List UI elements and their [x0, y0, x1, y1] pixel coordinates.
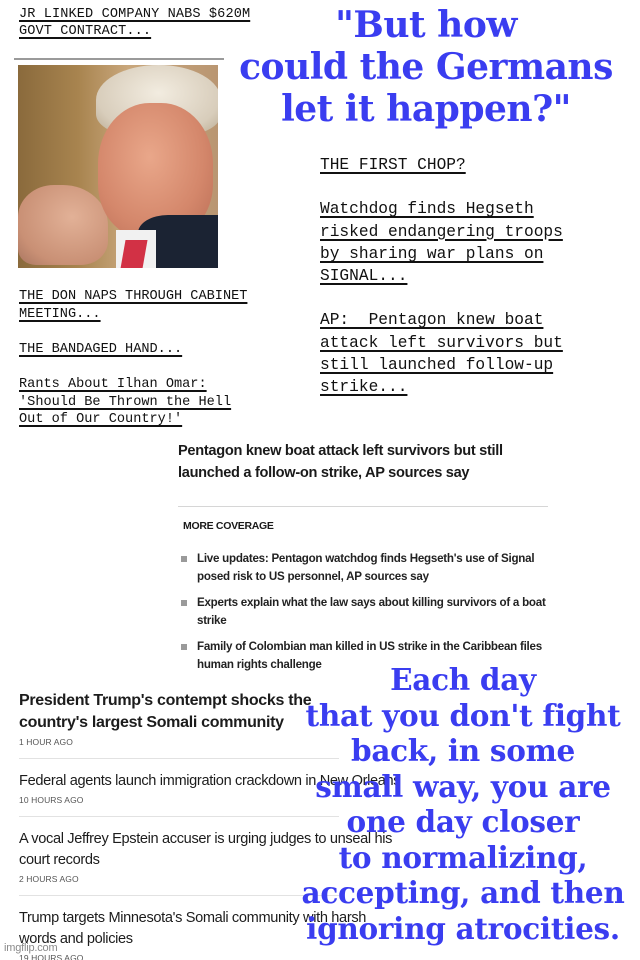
news-title-line: court records [19, 852, 100, 868]
headline-line: Out of Our Country!' [19, 412, 183, 428]
coverage-link-line: human rights challenge [197, 657, 322, 671]
quote-top-line: could the Germans [239, 46, 613, 88]
news-title-line: words and policies [19, 931, 133, 947]
headline-ilhan-omar[interactable] [19, 376, 304, 429]
news-timestamp: 2 HOURS AGO [19, 874, 79, 884]
quote-bottom-line: that you don't fight [305, 697, 621, 733]
headline-bandaged-hand[interactable] [19, 341, 304, 359]
quote-bottom-line: ignoring atrocities. [306, 910, 620, 946]
top-headline-line-1: JR LINKED COMPANY NABS $620M [19, 7, 251, 22]
news-title-line: Federal agents launch immigration crackdown in New Orleans [19, 773, 401, 789]
ap-article-title[interactable] [178, 440, 550, 484]
divider [19, 895, 339, 896]
square-bullet-icon [181, 556, 187, 562]
coverage-link-line: Experts explain what the law says about killing survivors of a boat [197, 596, 546, 609]
headline-line: attack left survivors but [320, 333, 563, 352]
news-title-line: President Trump's contempt shocks the [19, 692, 312, 709]
headline-line: MEETING... [19, 306, 101, 322]
quote-bottom-line: small way, you are [315, 768, 611, 804]
quote-top [212, 4, 640, 130]
coverage-link-line: strike [197, 613, 227, 627]
square-bullet-icon [181, 600, 187, 606]
headline-line: Rants About Ilhan Omar: [19, 376, 207, 392]
news-title-line: country's largest Somali community [19, 714, 284, 731]
ap-article [178, 440, 550, 671]
coverage-link-line: posed risk to US personnel, AP sources say [197, 569, 429, 583]
quote-top-line: "But how [335, 4, 517, 46]
coverage-link-line: Live updates: Pentagon watchdog finds Hegseth's use of Signal [197, 552, 535, 565]
quote-bottom [292, 662, 634, 946]
square-bullet-icon [181, 644, 187, 650]
divider [178, 506, 548, 507]
headline-line: SIGNAL... [320, 267, 408, 286]
news-timestamp: 10 HOURS AGO [19, 795, 84, 805]
headline-line: THE DON NAPS THROUGH CABINET [19, 289, 248, 304]
ap-title-line: launched a follow-on strike, AP sources say [178, 465, 470, 481]
divider [19, 758, 339, 759]
quote-top-line: let it happen?" [281, 88, 571, 130]
quote-bottom-line: to normalizing, [338, 839, 588, 875]
divider [19, 816, 339, 817]
quote-bottom-line: accepting, and then [301, 875, 625, 910]
coverage-link[interactable] [178, 550, 550, 585]
divider [14, 58, 224, 60]
news-timestamp: 19 HOURS AGO [19, 953, 84, 960]
headline-line: Watchdog finds Hegseth [320, 200, 534, 219]
headline-ap-boat-strike[interactable] [320, 309, 630, 398]
news-title-line: Trump targets Minnesota's Somali community with harsh [19, 910, 367, 926]
headline-line: strike... [320, 378, 408, 397]
news-timestamp: 1 HOUR AGO [19, 737, 73, 747]
headline-hegseth-signal[interactable] [320, 198, 630, 287]
headline-first-chop[interactable] [320, 154, 630, 176]
headline-line: THE BANDAGED HAND... [19, 341, 183, 357]
headline-line: AP: Pentagon knew boat [320, 311, 544, 330]
trump-photo [18, 65, 218, 268]
right-headlines [320, 154, 630, 421]
headline-line: 'Should Be Thrown the Hell [19, 394, 232, 410]
more-coverage-label: MORE COVERAGE [183, 520, 274, 532]
quote-bottom-line: one day closer [346, 804, 580, 839]
coverage-link[interactable] [178, 594, 550, 629]
imgflip-watermark: imgflip.com [4, 942, 58, 954]
headline-line: THE FIRST CHOP? [320, 156, 466, 174]
headline-cabinet-nap[interactable] [19, 288, 304, 323]
quote-bottom-line: back, in some [351, 733, 575, 768]
left-headlines [19, 288, 304, 446]
headline-line: still launched follow-up [320, 356, 554, 375]
headline-line: risked endangering troops [320, 222, 563, 241]
top-headline-line-2: GOVT CONTRACT... [19, 24, 152, 39]
ap-title-line: Pentagon knew boat attack left survivors but still [178, 443, 503, 459]
coverage-link-line: Family of Colombian man killed in US strike in the Caribbean files [197, 640, 542, 653]
headline-line: by sharing war plans on [320, 244, 544, 263]
news-title-line: A vocal Jeffrey Epstein accuser is urging judges to unseal his [19, 831, 393, 847]
bandaged-hand [18, 185, 108, 265]
quote-bottom-line: Each day [390, 662, 536, 697]
